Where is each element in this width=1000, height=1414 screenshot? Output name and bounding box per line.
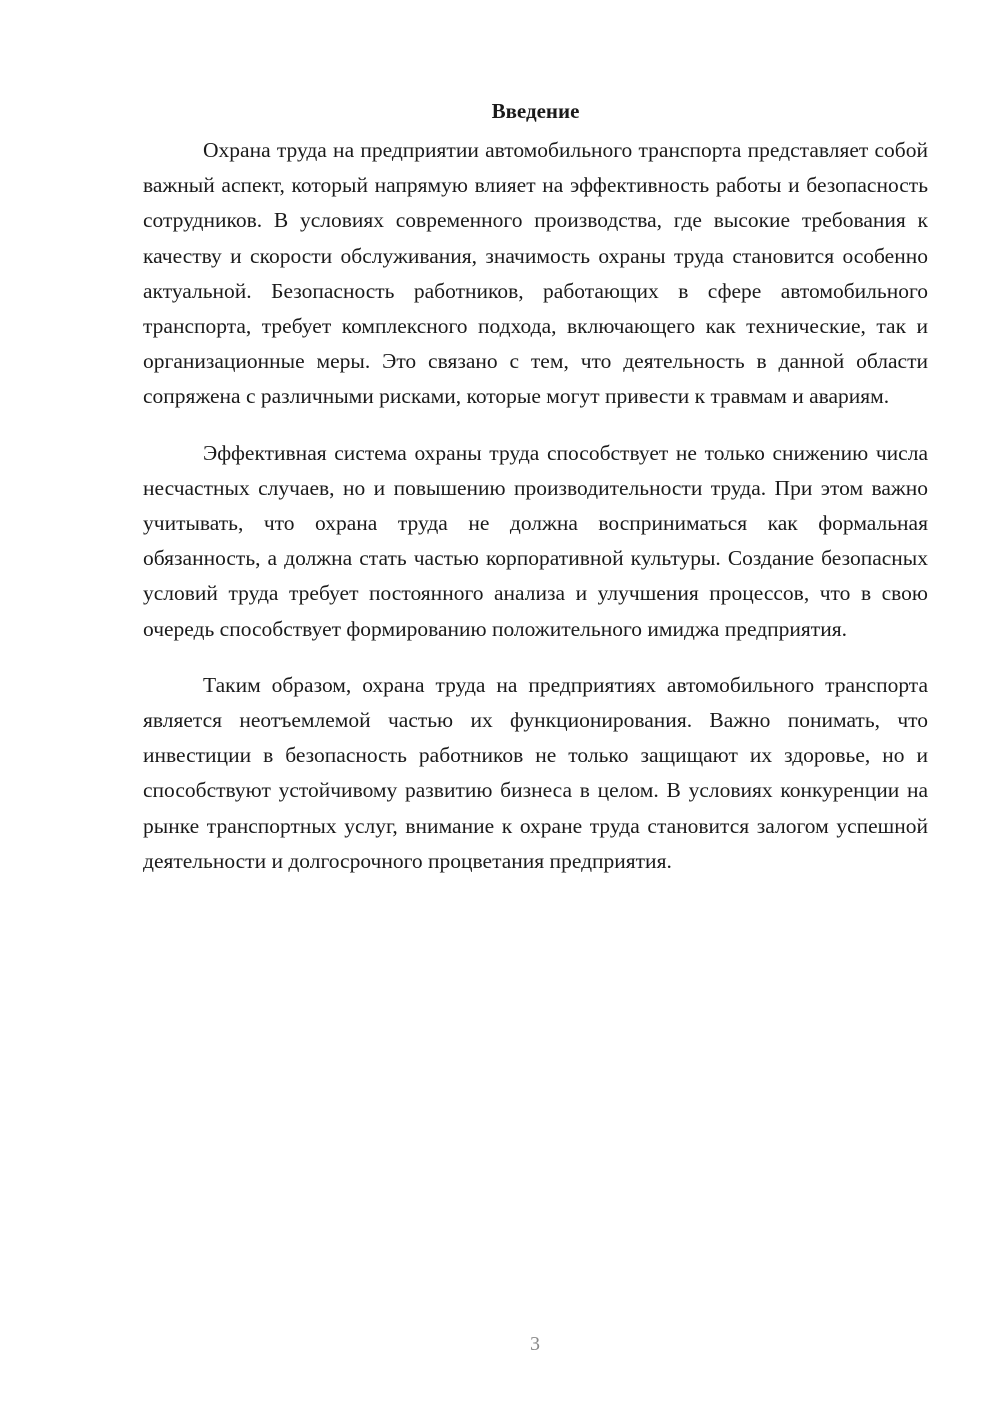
- paragraph-1: Охрана труда на предприятии автомобильного транспорта представляет собой важный аспект, который напрямую влияет на эффективность работы и безопасность сотрудников. В условиях современного производства, где высокие требования к качеству и скорости обслуживания, значимость охраны труда становится особенно актуальной. Безопасность работников, работающих в сфере автомобильного транспорта, требует комплексного подхода, включающего как технические, так и организационные меры. Это связано с тем, что деятельность в данной области сопряжена с различными рисками, которые могут привести к травмам и авариям.: [143, 138, 928, 409]
- page-number: 3: [530, 1333, 540, 1355]
- paragraph-2: Эффективная система охраны труда способствует не только снижению числа несчастных случаев, но и повышению производительности труда. При этом важно учитывать, что охрана труда не должна восприниматься как формальная обязанность, а должна стать частью корпоративной культуры. Создание безопасных условий труда требует постоянного анализа и улучшения процессов, что в свою очередь способствует формированию положительного имиджа предприятия.: [143, 440, 928, 641]
- paragraph-3: Таким образом, охрана труда на предприятиях автомобильного транспорта является неотъемлемой частью их функционирования. Важно понимать, что инвестиции в безопасность работников не только защищают их здоровье, но и способствуют устойчивому развитию бизнеса в целом. В условиях конкуренции на рынке транспортных услуг, внимание к охране труда становится залогом успешной деятельности и долгосрочного процветания предприятия.: [143, 672, 928, 873]
- section-heading: Введение: [491, 99, 580, 123]
- page-content: [143, 94, 928, 900]
